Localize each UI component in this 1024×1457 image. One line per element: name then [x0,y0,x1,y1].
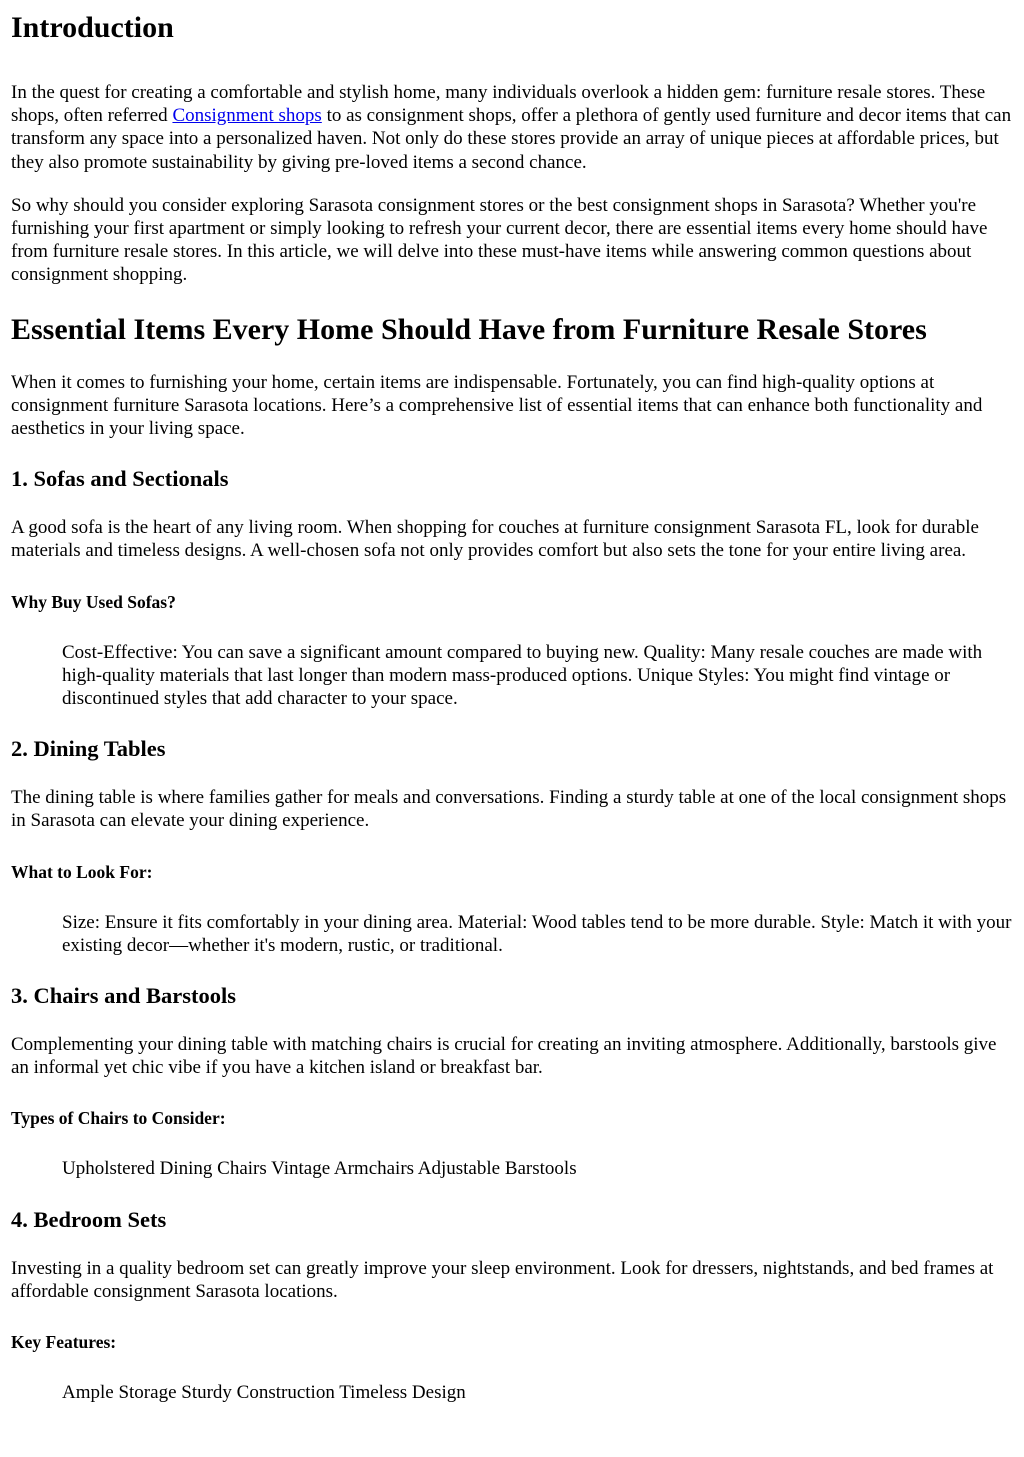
section-heading-dining-tables: 2. Dining Tables [11,736,166,762]
subheading-types-of-chairs: Types of Chairs to Consider: [11,1108,226,1129]
intro-p1-text-before: In the quest for creating a comfortable and stylish home, many individuals overlook a hidden gem: furniture resale stores. These shops, often referred [11,82,986,127]
list-chair-types: Upholstered Dining Chairs Vintage Armchairs Adjustable Barstools [62,1158,577,1180]
section-paragraph-chairs-barstools: Complementing your dining table with matching chairs is crucial for creating an inviting atmosphere. Additionally, barstools give an informal yet chic vibe if you have a kitchen island or breakfast bar. [11,1034,997,1079]
subheading-key-features: Key Features: [11,1332,117,1353]
essentials-paragraph: When it comes to furnishing your home, certain items are indispensable. Fortunately, you can find high-quality options at consignment furniture Sarasota locations. Here’s a comprehensive list of essential items that can enhance both functionality and aesthetics in your living space. [11,371,983,440]
essentials-title: Essential Items Every Home Should Have from Furniture Resale Stores [11,312,927,346]
intro-paragraph-1 [11,81,1013,174]
list-key-features: Ample Storage Sturdy Construction Timeless Design [62,1382,466,1404]
section-heading-chairs-barstools: 3. Chairs and Barstools [11,983,237,1009]
section-heading-bedroom-sets: 4. Bedroom Sets [11,1206,167,1232]
subheading-what-to-look-for: What to Look For: [11,861,153,882]
article [0,11,1024,1404]
consignment-shops-link[interactable]: Consignment shops [172,105,322,127]
section-paragraph-sofas: A good sofa is the heart of any living room. When shopping for couches at furniture consignment Sarasota FL, look for durable materials and timeless designs. A well-chosen sofa not only provides comfort but also sets the tone for your entire living area. [11,517,979,562]
subheading-why-buy-used-sofas: Why Buy Used Sofas? [11,591,176,612]
section-paragraph-dining-tables: The dining table is where families gather for meals and conversations. Finding a sturdy table at one of the local consignment shops in Sarasota can elevate your dining experience. [11,787,1007,832]
section-paragraph-bedroom-sets: Investing in a quality bedroom set can greatly improve your sleep environment. Look for dressers, nightstands, and bed frames at affordable consignment Sarasota locations. [11,1257,994,1302]
intro-p1-text-after: to as consignment shops, offer a plethora of gently used furniture and decor items that can transform any space into a personalized haven. Not only do these stores provide an array of unique pieces at affordable prices, but they also promote sustainability by giving pre-loved items a second chance. [11,105,1012,173]
list-sofa-benefits: Cost-Effective: You can save a significant amount compared to buying new. Quality: Many resale couches are made with high-quality materials that last longer than modern mass-produced options. Unique Styles: You might find vintage or discontinued styles that add character to your space. [62,641,983,710]
intro-title: Introduction [11,11,174,44]
list-dining-table-criteria: Size: Ensure it fits comfortably in your dining area. Material: Wood tables tend to be more durable. Style: Match it with your existing decor—whether it's modern, rustic, or traditional. [62,911,1012,956]
intro-paragraph-2: So why should you consider exploring Sarasota consignment stores or the best consignment shops in Sarasota? Whether you're furnishing your first apartment or simply looking to refresh your current decor, there are essential items every home should have from furniture resale stores. In this article, we will delve into these must-have items while answering common questions about consignment shopping. [11,194,988,286]
section-heading-sofas: 1. Sofas and Sectionals [11,466,229,492]
